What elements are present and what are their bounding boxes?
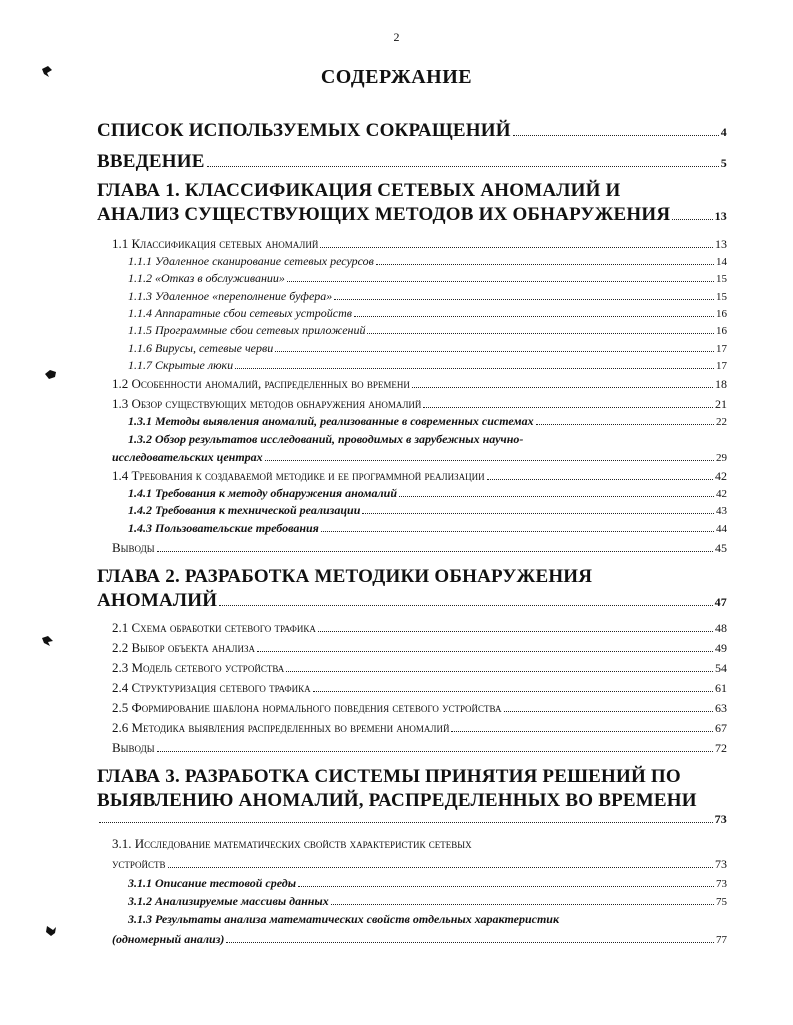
toc-subsection[interactable]: 1.1.7 Скрытые люки 17 <box>128 358 727 372</box>
toc-subsection[interactable]: 1.4.2 Требования к технической реализации 43 <box>128 503 727 517</box>
toc-section[interactable]: Выводы 72 <box>112 740 727 755</box>
toc-subsection[interactable]: 1.4.3 Пользовательские требования 44 <box>128 521 727 535</box>
toc-section[interactable]: 2.6 Методика выявления распределенных во времени аномалий 67 <box>112 720 727 735</box>
page-title: СОДЕРЖАНИЕ <box>320 66 473 88</box>
toc-subsection[interactable]: 1.1.2 «Отказ в обслуживании» 15 <box>128 271 727 285</box>
toc-subsection-title[interactable]: 3.1.3 Результаты анализа математических свойств отдельных характеристик <box>128 912 560 926</box>
scan-mark-icon <box>44 368 58 382</box>
toc-subsection[interactable]: 1.1.6 Вирусы, сетевые черви 17 <box>128 341 727 355</box>
toc-subsection[interactable]: (одномерный анализ) 77 <box>112 932 727 946</box>
toc-section[interactable]: 1.4 Требования к создаваемой методике и ее программной реализации 42 <box>112 468 727 483</box>
toc-subsection[interactable]: исследовательских центрах 29 <box>112 450 727 464</box>
toc-section[interactable]: 2.3 Модель сетевого устройства 54 <box>112 660 727 675</box>
toc-subsection[interactable]: 1.4.1 Требования к методу обнаружения аномалий 42 <box>128 486 727 500</box>
toc-chapter-1[interactable]: АНАЛИЗ СУЩЕСТВУЮЩИХ МЕТОДОВ ИХ ОБНАРУЖЕНИЯ 13 <box>97 204 727 225</box>
toc-entry-abbreviations[interactable]: СПИСОК ИСПОЛЬЗУЕМЫХ СОКРАЩЕНИЙ 4 <box>97 120 727 141</box>
toc-section[interactable]: 1.1 Классификация сетевых аномалий 13 <box>112 236 727 251</box>
toc-section[interactable]: 1.3 Обзор существующих методов обнаружения аномалий 21 <box>112 396 727 411</box>
toc-subsection[interactable]: 1.3.1 Методы выявления аномалий, реализованные в современных системах 22 <box>128 414 727 428</box>
toc-section[interactable]: 2.2 Выбор объекта анализа 49 <box>112 640 727 655</box>
toc-subsection[interactable]: 1.1.4 Аппаратные сбои сетевых устройств 16 <box>128 306 727 320</box>
toc-subsection[interactable]: 1.1.1 Удаленное сканирование сетевых ресурсов 14 <box>128 254 727 268</box>
toc-chapter-2[interactable]: АНОМАЛИЙ 47 <box>97 590 727 611</box>
toc-chapter-3-title-line1[interactable]: ГЛАВА 3. РАЗРАБОТКА СИСТЕМЫ ПРИНЯТИЯ РЕШЕНИЙ ПО <box>97 766 681 787</box>
toc-chapter-2-title[interactable]: ГЛАВА 2. РАЗРАБОТКА МЕТОДИКИ ОБНАРУЖЕНИЯ <box>97 566 593 587</box>
toc-chapter-3-title-line2[interactable]: ВЫЯВЛЕНИЮ АНОМАЛИЙ, РАСПРЕДЕЛЕННЫХ ВО ВРЕМЕНИ <box>97 790 697 811</box>
toc-section[interactable]: 1.2 Особенности аномалий, распределенных во времени 18 <box>112 376 727 391</box>
page-number: 2 <box>393 30 400 44</box>
toc-section[interactable]: устройств 73 <box>112 856 727 871</box>
scan-mark-icon <box>40 634 54 648</box>
toc-entry-introduction[interactable]: ВВЕДЕНИЕ 5 <box>97 151 727 172</box>
toc-chapter-3[interactable]: 73 <box>97 812 727 827</box>
toc-subsection[interactable]: 3.1.2 Анализируемые массивы данных 75 <box>128 894 727 908</box>
toc-section[interactable]: 2.5 Формирование шаблона нормального поведения сетевого устройства 63 <box>112 700 727 715</box>
toc-subsection[interactable]: 1.1.5 Программные сбои сетевых приложений 16 <box>128 323 727 337</box>
toc-section[interactable]: Выводы 45 <box>112 540 727 555</box>
toc-subsection[interactable]: 1.1.3 Удаленное «переполнение буфера» 15 <box>128 289 727 303</box>
toc-chapter-1-title[interactable]: ГЛАВА 1. КЛАССИФИКАЦИЯ СЕТЕВЫХ АНОМАЛИЙ И <box>97 180 621 201</box>
toc-subsection[interactable]: 3.1.1 Описание тестовой среды 73 <box>128 876 727 890</box>
toc-section[interactable]: 2.4 Структуризация сетевого трафика 61 <box>112 680 727 695</box>
toc-subsection-title[interactable]: 1.3.2 Обзор результатов исследований, проводимых в зарубежных научно- <box>128 432 524 446</box>
toc-section[interactable]: 2.1 Схема обработки сетевого трафика 48 <box>112 620 727 635</box>
scan-mark-icon <box>44 924 58 938</box>
toc-section-title[interactable]: 3.1. Исследование математических свойств характеристик сетевых <box>112 836 472 851</box>
